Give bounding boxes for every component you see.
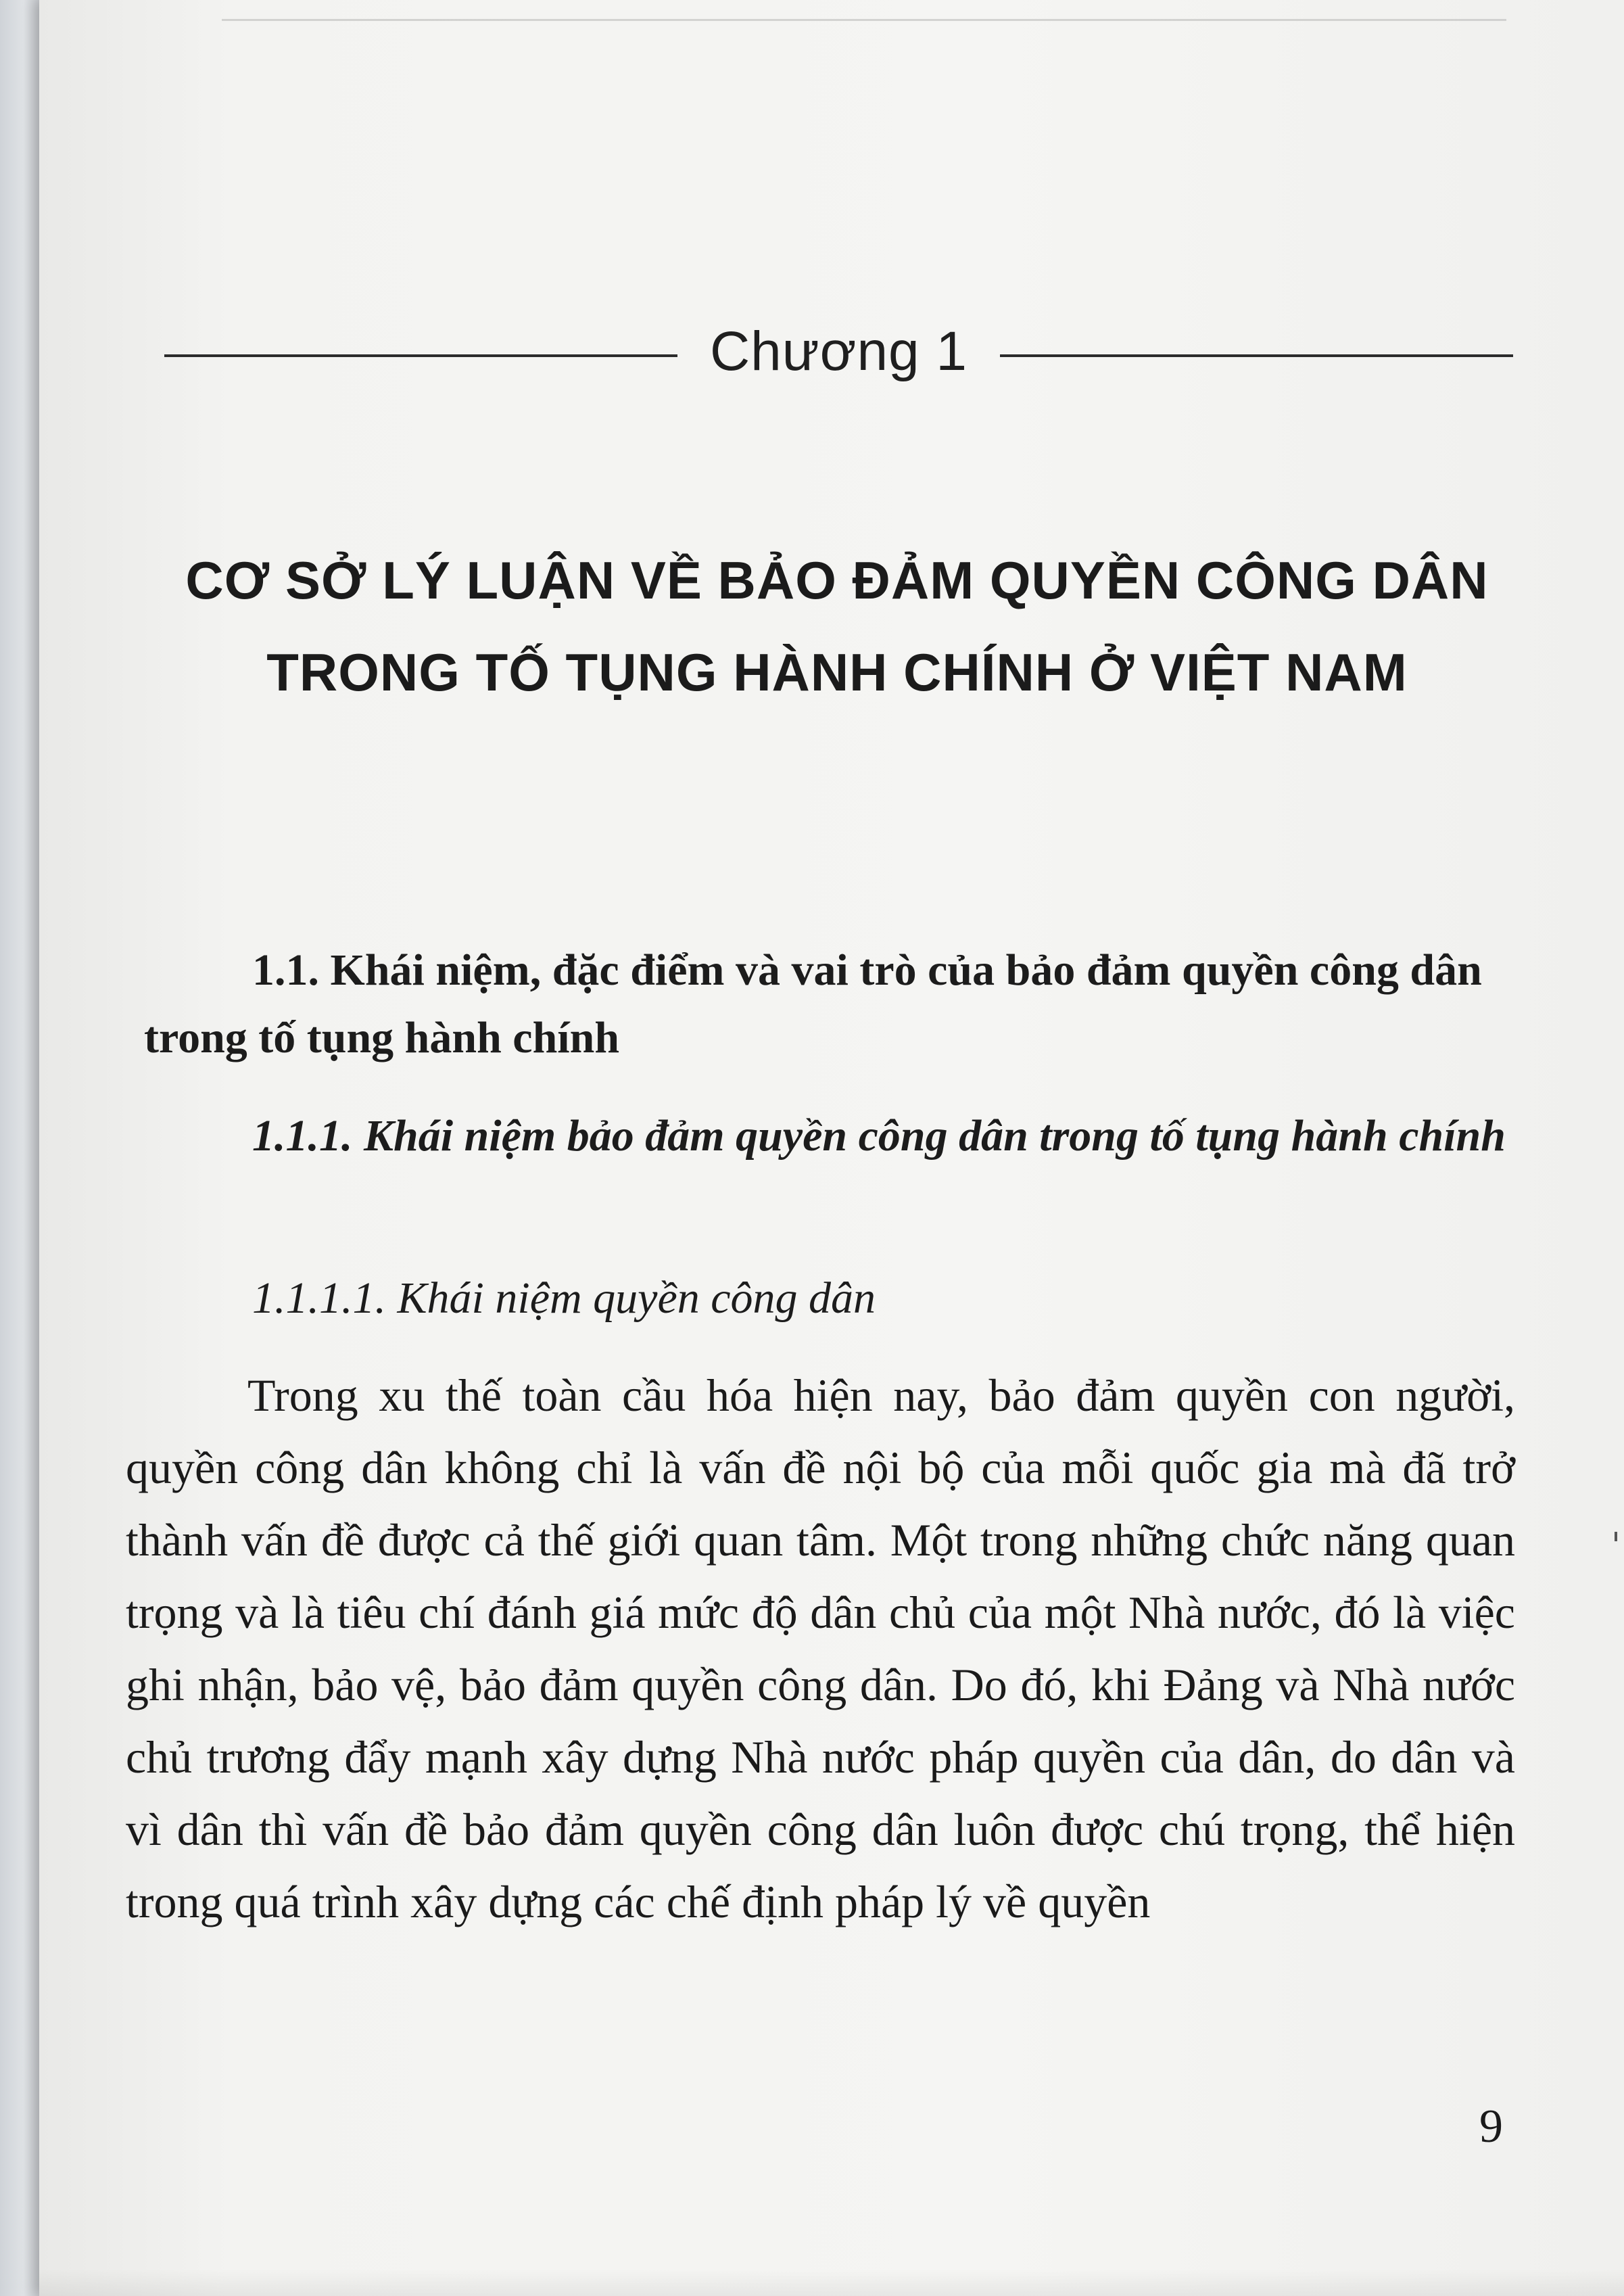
section-heading-1-1: 1.1. Khái niệm, đặc điểm và vai trò của bảo đảm quyền công dân trong tố tụng hành chính	[144, 945, 1482, 1062]
section-heading-1-1-1-1: 1.1.1.1. Khái niệm quyền công dân	[252, 1273, 876, 1323]
body-paragraph: Trong xu thế toàn cầu hóa hiện nay, bảo đảm quyền con người, quyền công dân không chỉ là vấn đề nội bộ của mỗi quốc gia mà đã trở thành vấn đề được cả thế giới quan tâm. Một trong những chức năng quan trọng và là tiêu chí đánh giá mức độ dân chủ của một Nhà nước, đó là việc ghi nhận, bảo vệ, bảo đảm quyền công dân. Do đó, khi Đảng và Nhà nước chủ trương đẩy mạnh xây dựng Nhà nước pháp quyền của dân, do dân và vì dân thì vấn đề bảo đảm quyền công dân luôn được chú trọng, thể hiện trong quá trình xây dựng các chế định pháp lý về quyền	[126, 1369, 1515, 1927]
chapter-heading	[164, 318, 1513, 385]
chapter-rule-right	[1000, 354, 1513, 357]
chapter-label: Chương 1	[709, 321, 968, 382]
chapter-title	[141, 534, 1533, 718]
book-spine-edge	[0, 0, 39, 2296]
book-page	[39, 0, 1624, 2296]
chapter-rule-left	[164, 354, 677, 357]
page-number: 9	[1479, 2101, 1503, 2153]
header-rule	[222, 19, 1506, 21]
chapter-title-line-1: CƠ SỞ LÝ LUẬN VỀ BẢO ĐẢM QUYỀN CÔNG DÂN	[185, 550, 1489, 610]
section-heading-1-1-1: 1.1.1. Khái niệm bảo đảm quyền công dân trong tố tụng hành chính	[252, 1111, 1506, 1161]
chapter-title-line-2: TRONG TỐ TỤNG HÀNH CHÍNH Ở VIỆT NAM	[266, 642, 1408, 702]
page-bottom-shadow	[39, 2269, 1624, 2296]
margin-mark	[1615, 1532, 1617, 1541]
